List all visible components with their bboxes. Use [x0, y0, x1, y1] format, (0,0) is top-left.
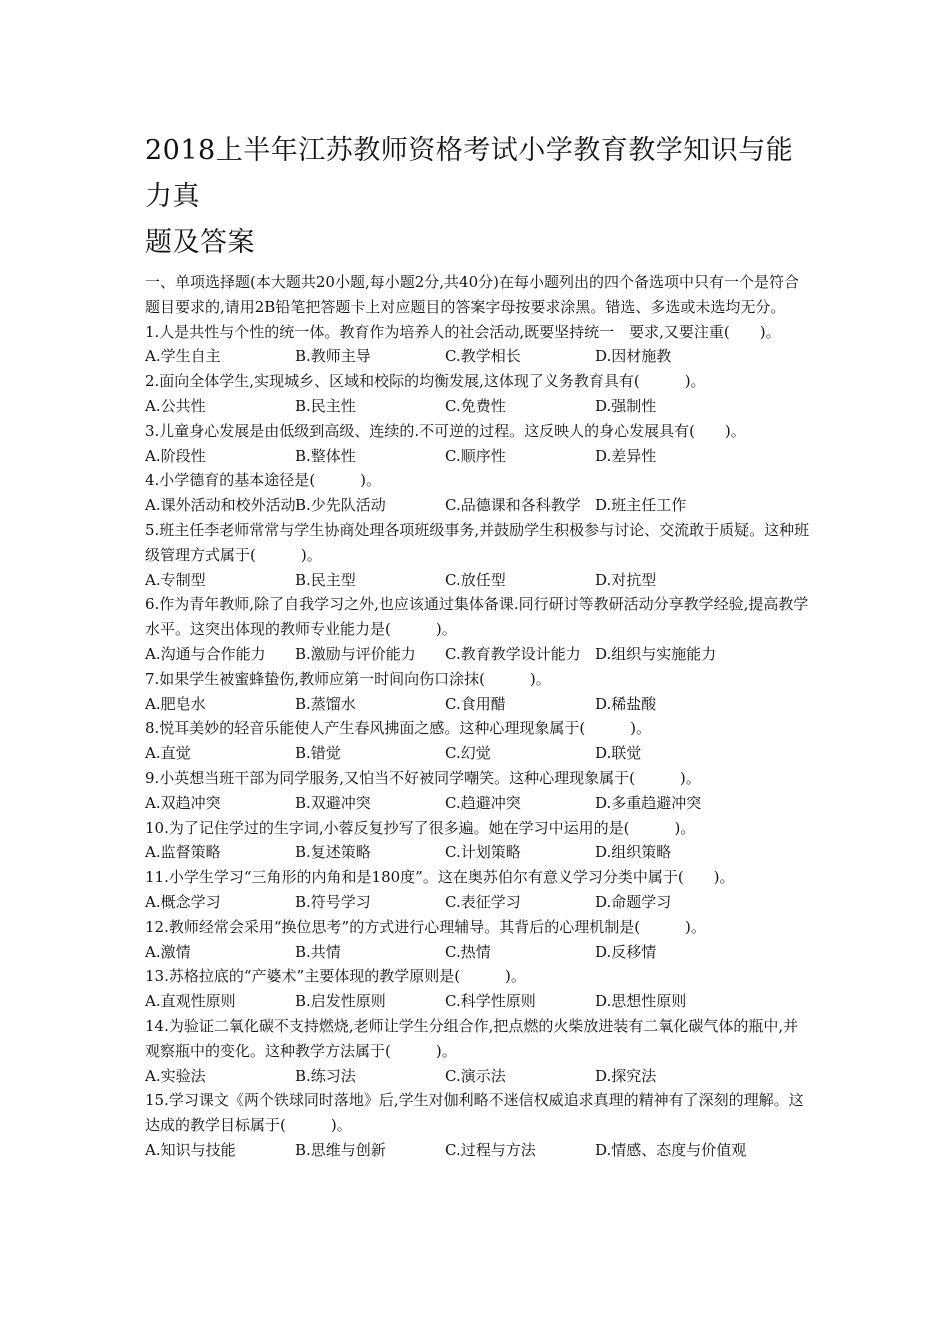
option-c: C.食用醋	[445, 694, 506, 713]
option-b: B.练习法	[295, 1066, 356, 1085]
option-b: B.民主型	[295, 570, 356, 589]
option-row	[145, 444, 810, 469]
option-a: A.公共性	[145, 396, 206, 415]
option-d: D.命题学习	[595, 892, 672, 911]
question-stem: 13.苏格拉底的“产婆术”主要体现的教学原则是( )。	[145, 967, 526, 986]
question-stem: 14.为验证二氧化碳不支持燃烧,老师让学生分组合作,把点燃的火柴放进装有二氧化碳气体的瓶中,并观察瓶中的变化。这种教学方法属于( )。	[145, 1016, 799, 1060]
question-stem: 15.学习课文《两个铁球同时落地》后,学生对伽利略不迷信权威追求真理的精神有了深刻的理解。这达成的教学目标属于( )。	[145, 1091, 804, 1135]
question-item	[145, 1014, 810, 1088]
option-a: A.课外活动和校外活动	[145, 496, 296, 515]
option-a: A.学生自主	[145, 347, 221, 366]
option-b: B.共情	[295, 942, 341, 961]
option-a: A.概念学习	[145, 892, 221, 911]
question-item	[145, 766, 810, 816]
question-stem: 7.如果学生被蜜蜂蛰伤,教师应第一时间向伤口涂抹( )。	[145, 669, 551, 688]
option-b: B.错觉	[295, 744, 341, 763]
option-d: D.对抗型	[595, 570, 657, 589]
option-b: B.蒸馏水	[295, 694, 356, 713]
option-row	[145, 840, 810, 865]
title-line-1: 2018上半年江苏教师资格考试小学教育教学知识与能力真	[145, 135, 794, 212]
question-item	[145, 964, 810, 1014]
option-c: C.热情	[445, 942, 491, 961]
option-a: A.直观性原则	[145, 992, 236, 1011]
question-stem: 3.儿童身心发展是由低级到高级、连续的.不可逆的过程。这反映人的身心发展具有( )。	[145, 421, 746, 440]
option-c: C.趋避冲突	[445, 793, 521, 812]
option-a: A.实验法	[145, 1066, 206, 1085]
option-a: A.沟通与合作能力	[145, 644, 266, 663]
option-d: D.组织策略	[595, 843, 672, 862]
option-c: C.计划策略	[445, 843, 521, 862]
question-item	[145, 369, 810, 419]
option-d: D.反移情	[595, 942, 657, 961]
option-d: D.联觉	[595, 744, 642, 763]
option-b: B.教师主导	[295, 347, 371, 366]
question-stem: 11.小学生学习“三角形的内角和是180度”。这在奥苏伯尔有意义学习分类中属于( )。	[145, 868, 735, 887]
question-item	[145, 419, 810, 469]
option-d: D.情感、态度与价值观	[595, 1140, 747, 1159]
question-stem: 9.小英想当班干部为同学服务,又怕当不好被同学嘲笑。这种心理现象属于( )。	[145, 768, 701, 787]
option-a: A.双趋冲突	[145, 793, 221, 812]
option-b: B.符号学习	[295, 892, 371, 911]
option-c: C.顺序性	[445, 446, 506, 465]
option-b: B.双避冲突	[295, 793, 371, 812]
title-line-2: 题及答案	[145, 227, 255, 258]
option-row	[145, 741, 810, 766]
option-c: C.幻觉	[445, 744, 491, 763]
option-row	[145, 1064, 810, 1089]
option-d: D.思想性原则	[595, 992, 687, 1011]
question-stem: 10.为了记住学过的生字词,小蓉反复抄写了很多遍。她在学习中运用的是( )。	[145, 818, 696, 837]
question-item	[145, 468, 810, 518]
question-stem: 12.教师经常会采用“换位思考”的方式进行心理辅导。其背后的心理机制是( )。	[145, 917, 706, 936]
question-stem: 2.面向全体学生,实现城乡、区域和校际的均衡发展,这体现了义务教育具有( )。	[145, 372, 706, 391]
option-c: C.教学相长	[445, 347, 521, 366]
option-a: A.激情	[145, 942, 191, 961]
option-a: A.肥皂水	[145, 694, 206, 713]
question-item	[145, 667, 810, 717]
option-row	[145, 642, 810, 667]
option-c: C.演示法	[445, 1066, 506, 1085]
option-row	[145, 394, 810, 419]
option-b: B.启发性原则	[295, 992, 386, 1011]
option-b: B.整体性	[295, 446, 356, 465]
option-row	[145, 568, 810, 593]
option-row	[145, 1138, 810, 1163]
option-b: B.复述策略	[295, 843, 371, 862]
option-c: C.教育教学设计能力	[445, 644, 581, 663]
option-row	[145, 344, 810, 369]
option-b: B.激励与评价能力	[295, 644, 416, 663]
document-title	[145, 128, 810, 266]
option-b: B.思维与创新	[295, 1140, 386, 1159]
option-a: A.阶段性	[145, 446, 206, 465]
option-d: D.强制性	[595, 396, 657, 415]
option-row	[145, 890, 810, 915]
question-item	[145, 716, 810, 766]
question-item	[145, 518, 810, 592]
option-c: C.免费性	[445, 396, 506, 415]
option-c: C.表征学习	[445, 892, 521, 911]
question-item	[145, 1088, 810, 1162]
question-item	[145, 816, 810, 866]
option-d: D.多重趋避冲突	[595, 793, 702, 812]
option-row	[145, 493, 810, 518]
option-d: D.班主任工作	[595, 496, 687, 515]
question-item	[145, 320, 810, 370]
question-list	[145, 320, 810, 1163]
option-b: B.民主性	[295, 396, 356, 415]
option-a: A.监督策略	[145, 843, 221, 862]
question-stem: 8.悦耳美妙的轻音乐能使人产生春风拂面之感。这种心理现象属于( )。	[145, 719, 652, 738]
option-d: D.因材施教	[595, 347, 672, 366]
option-c: C.品德课和各科教学	[445, 496, 581, 515]
section-intro: 一、单项选择题(本大题共20小题,每小题2分,共40分)在每小题列出的四个备选项中只有一个是符合题目要求的,请用2B铅笔把答题卡上对应题目的答案字母按要求涂黑。错选、多选或未选均无分。	[145, 273, 799, 316]
option-a: A.直觉	[145, 744, 191, 763]
question-item	[145, 915, 810, 965]
document-page	[145, 128, 810, 1163]
option-row	[145, 940, 810, 965]
question-item	[145, 865, 810, 915]
option-row	[145, 791, 810, 816]
option-b: B.少先队活动	[295, 496, 386, 515]
option-d: D.差异性	[595, 446, 657, 465]
question-stem: 4.小学德育的基本途径是( )。	[145, 471, 382, 490]
option-c: C.放任型	[445, 570, 506, 589]
question-stem: 6.作为青年教师,除了自我学习之外,也应该通过集体备课.同行研讨等教研活动分享教学经验,提高教学水平。这突出体现的教师专业能力是( )。	[145, 595, 809, 639]
option-d: D.组织与实施能力	[595, 644, 717, 663]
option-d: D.稀盐酸	[595, 694, 657, 713]
option-d: D.探究法	[595, 1066, 657, 1085]
option-a: A.知识与技能	[145, 1140, 236, 1159]
question-stem: 5.班主任李老师常常与学生协商处理各项班级事务,并鼓励学生积极参与讨论、交流敢于质疑。这种班级管理方式属于( )。	[145, 520, 810, 564]
option-a: A.专制型	[145, 570, 206, 589]
question-item	[145, 592, 810, 666]
option-c: C.过程与方法	[445, 1140, 536, 1159]
question-stem: 1.人是共性与个性的统一体。教育作为培养人的社会活动,既要坚持统一 要求,又要注重( )。	[145, 322, 781, 341]
option-c: C.科学性原则	[445, 992, 536, 1011]
option-row	[145, 989, 810, 1014]
option-row	[145, 692, 810, 717]
